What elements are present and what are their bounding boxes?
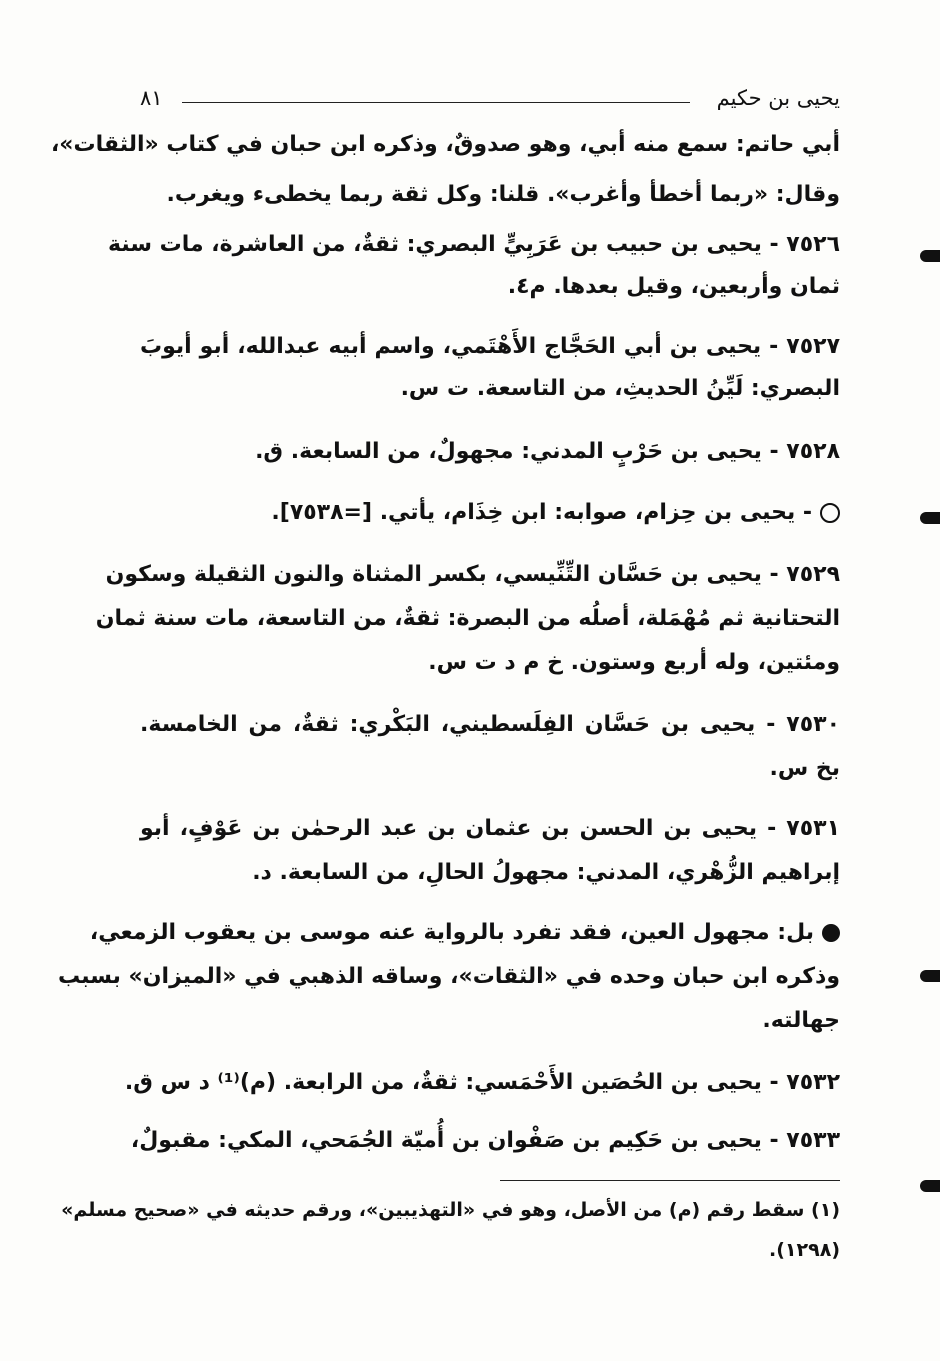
entry-7526: ٧٥٢٦ - يحيى بن حبيب بن عَرَبِيٍّ البصري: ثقةٌ، من العاشرة، مات سنة bbox=[108, 232, 840, 257]
margin-mark bbox=[920, 970, 940, 982]
text-line: أبي حاتم: سمع منه أبي، وهو صدوقٌ، وذكره ابن حبان في كتاب «الثقات»، bbox=[50, 132, 840, 157]
entry-7530: ٧٥٣٠ - يحيى بن حَسَّان الفِلَسطيني، البَكْري: ثقةٌ، من الخامسة. bbox=[140, 712, 840, 737]
footnote-line: (١٢٩٨). bbox=[769, 1239, 840, 1261]
text-line: بخ س. bbox=[769, 756, 840, 781]
editor-note-line bbox=[89, 916, 840, 950]
margin-mark bbox=[920, 250, 940, 262]
entry-7529: ٧٥٢٩ - يحيى بن حَسَّان التِّنِّيسي، بكسر المثناة والنون الثقيلة وسكون bbox=[105, 562, 840, 587]
entry-7528: ٧٥٢٨ - يحيى بن حَرْبٍ المدني: مجهولٌ، من السابعة. ق. bbox=[255, 439, 840, 464]
text-line: ومئتين، وله أربع وستون. خ م د ت س. bbox=[428, 650, 840, 675]
cross-reference-text: - يحيى بن حِزام، صوابه: ابن خِذَام، يأتي. [=٧٥٣٨]. bbox=[271, 500, 812, 525]
entry-7531: ٧٥٣١ - يحيى بن الحسن بن عثمان بن عبد الرحمٰن بن عَوْفٍ، أبو bbox=[140, 816, 840, 841]
text-line: ثمان وأربعين، وقيل بعدها. م٤. bbox=[507, 274, 840, 299]
header-rule bbox=[182, 102, 690, 103]
header-title: يحيى بن حكيم bbox=[716, 86, 840, 110]
hollow-circle-icon bbox=[820, 503, 840, 523]
text-line: وذكره ابن حبان وحده في «الثقات»، وساقه الذهبي في «الميزان» بسبب bbox=[57, 964, 840, 989]
text-line: التحتانية ثم مُهْمَلة، أصلُه من البصرة: ثقةٌ، من التاسعة، مات سنة ثمان bbox=[95, 606, 840, 631]
text-line: البصري: لَيِّنُ الحديثِ، من التاسعة. ت س. bbox=[400, 376, 840, 401]
text-line: وقال: «ربما أخطأ وأغرب». قلنا: وكل ثقة ربما يخطىء ويغرب. bbox=[166, 182, 840, 207]
entry-7533: ٧٥٣٣ - يحيى بن حَكِيم بن صَفْوان بن أُميّة الجُمَحي، المكي: مقبولٌ، bbox=[130, 1128, 840, 1153]
text-line: إبراهيم الزُّهْري، المدني: مجهولُ الحالِ، من السابعة. د. bbox=[252, 860, 840, 885]
footnote-line: (١) سقط رقم (م) من الأصل، وهو في «التهذيبين»، ورقم حديثه في «صحيح مسلم» bbox=[61, 1199, 840, 1221]
footnote-rule bbox=[500, 1180, 840, 1181]
cross-reference-line bbox=[140, 496, 840, 530]
running-header bbox=[140, 86, 840, 120]
entry-7532: ٧٥٣٢ - يحيى بن الحُصَين الأَحْمَسي: ثقةٌ، من الرابعة. (م)⁽¹⁾ د س ق. bbox=[124, 1070, 840, 1095]
editor-note-text: بل: مجهول العين، فقد تفرد بالرواية عنه موسى بن يعقوب الزمعي، bbox=[89, 920, 814, 945]
entry-7527: ٧٥٢٧ - يحيى بن أبي الحَجَّاج الأَهْتَمي، واسم أبيه عبدالله، أبو أيوبَ bbox=[140, 334, 840, 359]
margin-mark bbox=[920, 1180, 940, 1192]
text-line: جهالته. bbox=[762, 1008, 840, 1033]
page-number: ٨١ bbox=[140, 86, 163, 110]
bullet-icon bbox=[822, 924, 840, 942]
margin-mark bbox=[920, 512, 940, 524]
